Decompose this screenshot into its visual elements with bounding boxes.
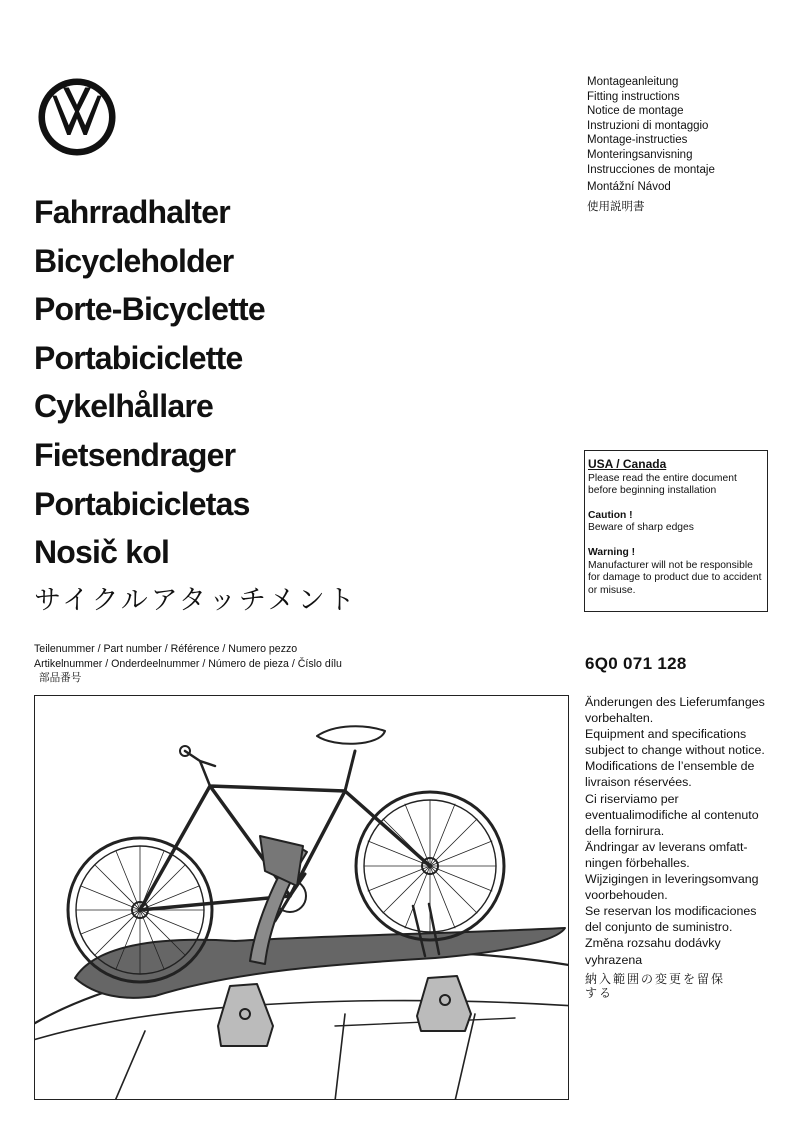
title-cs: Nosič kol: [34, 534, 170, 571]
changes-line: Se reservan los modificaciones: [585, 904, 757, 919]
title-es: Portabicicletas: [34, 485, 250, 522]
changes-line: livraison réservées.: [585, 775, 692, 790]
notice-read-text: Please read the entire document before beginning installation: [588, 472, 737, 497]
caution-text: Beware of sharp edges: [588, 522, 694, 534]
changes-line: Änderungen des Lieferumfanges: [585, 695, 765, 709]
instructions-es: Instrucciones de montaje: [587, 163, 715, 176]
changes-disclaimer: [585, 694, 797, 1000]
instructions-cs: Montážní Návod: [587, 181, 671, 194]
bicycle-on-roof-carrier-illustration: [35, 696, 569, 1100]
changes-line: vyhrazena: [585, 952, 643, 967]
instructions-nl: Montage-instructies: [587, 134, 688, 147]
changes-line: ningen förbehalles.: [585, 855, 690, 870]
caution-title: Caution !: [588, 509, 633, 521]
title-sv: Cykelhållare: [34, 388, 213, 425]
changes-ja: [585, 972, 797, 1000]
part-number-label-line1: Teilenummer / Part number / Référence / Numero pezzo: [34, 643, 298, 655]
instructions-fr: Notice de montage: [587, 105, 684, 118]
changes-ja-line: 納入範囲の変更を留保: [585, 971, 726, 986]
changes-line: del conjunto de suministro.: [585, 920, 733, 935]
title-fr: Porte-Bicyclette: [34, 291, 265, 328]
changes-line: vorbehalten.: [585, 711, 654, 726]
title-ja: サイクルアタッチメント: [34, 584, 358, 616]
usa-canada-notice-box: [584, 450, 768, 612]
instructions-ja: 使用説明書: [587, 198, 645, 213]
changes-line: eventualimodifiche al contenuto: [585, 807, 759, 822]
warning-text: Manufacturer will not be responsible for damage to product due to accident or misuse.: [588, 559, 762, 596]
instructions-list: [587, 75, 715, 213]
vw-logo-icon: [36, 76, 118, 158]
title-nl: Fietsendrager: [34, 436, 236, 473]
changes-line: Změna rozsahu dodávky: [585, 936, 721, 951]
title-de: Fahrradhalter: [34, 194, 230, 230]
title-it: Portabiciclette: [34, 339, 243, 376]
notice-region: USA / Canada: [588, 457, 667, 471]
part-number-label: [34, 642, 342, 686]
instructions-en: Fitting instructions: [587, 90, 680, 103]
part-number-label-ja: 部品番号: [39, 672, 82, 684]
changes-line: Equipment and specifications: [585, 727, 747, 742]
changes-line: Ändringar av leverans omfatt-: [585, 839, 748, 854]
changes-line: della fornirura.: [585, 823, 665, 838]
title-en: Bicycleholder: [34, 242, 234, 279]
changes-line: Wijzigingen in leveringsomvang: [585, 872, 759, 887]
product-title-list: [34, 188, 358, 625]
changes-line: Ci riserviamo per: [585, 791, 679, 806]
product-illustration-frame: [34, 695, 569, 1100]
changes-line: Modifications de l’ensemble de: [585, 759, 755, 774]
instructions-it: Instruzioni di montaggio: [587, 119, 709, 132]
instructions-de: Montageanleitung: [587, 76, 679, 88]
changes-line: subject to change without notice.: [585, 743, 765, 758]
part-number: 6Q0 071 128: [585, 654, 687, 673]
changes-line: voorbehouden.: [585, 888, 668, 903]
instructions-sv: Monteringsanvisning: [587, 148, 693, 161]
part-number-label-line2: Artikelnummer / Onderdeelnummer / Número de pieza / Číslo dílu: [34, 657, 342, 670]
warning-title: Warning !: [588, 546, 636, 558]
changes-ja-line: する: [585, 985, 614, 1000]
